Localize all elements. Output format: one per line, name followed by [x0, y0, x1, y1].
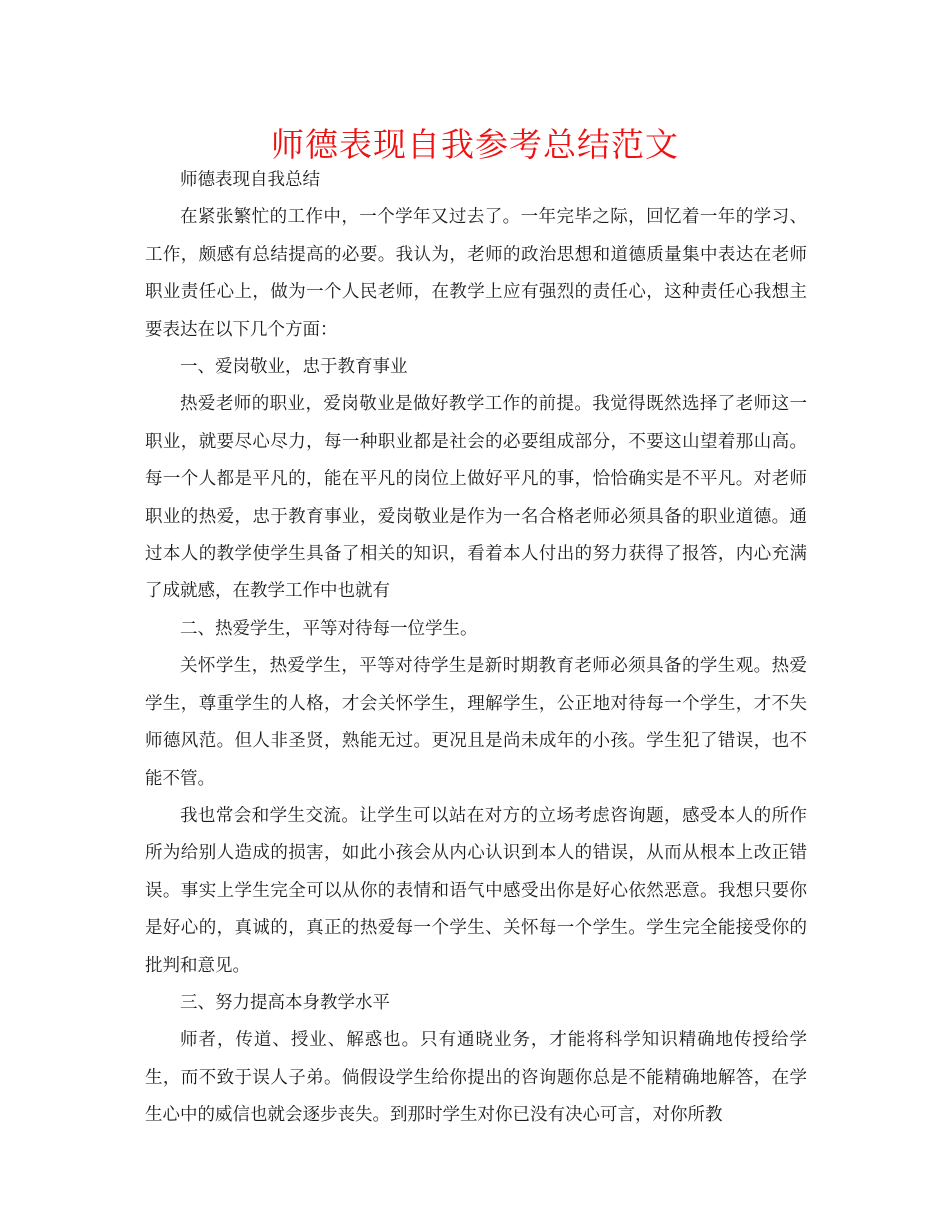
document-title: 师德表现自我参考总结范文	[271, 125, 679, 164]
paragraph: 关怀学生，热爱学生，平等对待学生是新时期教育老师必须具备的学生观。热爱学生，尊重学生的人格，才会关怀学生，理解学生，公正地对待每一个学生，才不失师德风范。但人非圣贤，熟能无过。更况且是尚未成年的小孩。学生犯了错误，也不能不管。	[145, 656, 807, 789]
paragraph: 在紧张繁忙的工作中，一个学年又过去了。一年完毕之际，回忆着一年的学习、工作，颇感有总结提高的必要。我认为，老师的政治思想和道德质量集中表达在老师职业责任心上，做为一个人民老师，在教学上应有强烈的责任心，这种责任心我想主要表达在以下几个方面：	[145, 207, 807, 340]
paragraph-subtitle: 师德表现自我总结	[180, 170, 320, 190]
section-heading: 三、努力提高本身教学水平	[180, 992, 390, 1013]
section-heading: 二、热爱学生，平等对待每一位学生。	[180, 618, 478, 639]
paragraph: 师者，传道、授业、解惑也。只有通晓业务，才能将科学知识精确地传授给学生，而不致于误人子弟。倘假设学生给你提出的咨询题你总是不能精确地解答，在学生心中的威信也就会逐步丧失。到那时学生对你已没有决心可言，对你所教	[145, 1030, 807, 1126]
paragraph: 热爱老师的职业，爱岗敬业是做好教学工作的前提。我觉得既然选择了老师这一职业，就要尽心尽力，每一种职业都是社会的必要组成部分，不要这山望着那山高。每一个人都是平凡的，能在平凡的岗位上做好平凡的事，恰恰确实是不平凡。对老师职业的热爱，忠于教育事业，爱岗敬业是作为一名合格老师必须具备的职业道德。通过本人的教学使学生具备了相关的知识，看着本人付出的努力获得了报答，内心充满了成就感，在教学工作中也就有	[145, 394, 807, 602]
document-body	[145, 162, 807, 1135]
section-heading: 一、爱岗敬业，忠于教育事业	[180, 357, 408, 378]
paragraph: 我也常会和学生交流。让学生可以站在对方的立场考虑咨询题，感受本人的所作所为给别人造成的损害，如此小孩会从内心认识到本人的错误，从而从根本上改正错误。事实上学生完全可以从你的表情和语气中感受出你是好心依然恶意。我想只要你是好心的，真诚的，真正的热爱每一个学生、关怀每一个学生。学生完全能接受你的批判和意见。	[145, 805, 807, 976]
